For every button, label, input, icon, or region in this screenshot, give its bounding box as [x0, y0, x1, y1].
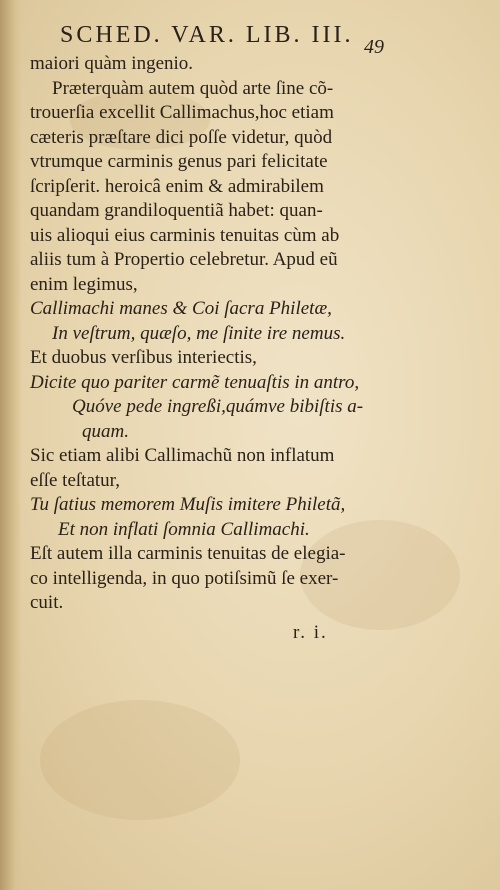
text-line: cæteris præſtare dici poſſe videtur, quòd — [30, 126, 333, 148]
text-line: ſcripſerit. heroicâ enim & admirabilem — [30, 175, 324, 197]
signature-mark: r. i. — [293, 622, 328, 643]
text-block — [30, 52, 380, 616]
text-line: co intelligenda, in quo potiſsimũ ſe exer- — [30, 567, 339, 589]
text-line: enim legimus, — [30, 273, 138, 295]
verse-line: Quóve pede ingreßi,quámve bibiſtis a- — [72, 396, 364, 417]
verse-line: Et non inflati ſomnia Callimachi. — [58, 518, 310, 540]
verse-line: quam. — [82, 420, 129, 442]
text-line: eſſe teſtatur, — [30, 469, 120, 491]
verse-line: In veſtrum, quæſo, me ſinite ire nemus. — [52, 322, 346, 344]
text-line: Et duobus verſibus interiectis, — [30, 347, 257, 368]
text-line: trouerſia excellit Callimachus,hoc etiam — [30, 102, 334, 123]
verse-line: Dicite quo pariter carmẽ tenuaſtis in antro, — [30, 371, 360, 393]
verse-line: Tu ſatius memorem Muſis imitere Philetã, — [30, 494, 346, 515]
text-line: uis alioqui eius carminis tenuitas cùm ab — [30, 224, 340, 246]
text-line: maiori quàm ingenio. — [30, 53, 194, 74]
page-number: 49 — [364, 36, 384, 58]
verse-line: Callimachi manes & Coi ſacra Philetæ, — [30, 298, 332, 319]
text-line: Eſt autem illa carminis tenuitas de elegia- — [30, 543, 346, 564]
paper-stain — [40, 700, 240, 820]
text-line: aliis tum à Propertio celebretur. Apud eũ — [30, 249, 338, 270]
text-line: vtrumque carminis genus pari felicitate — [30, 151, 328, 172]
running-title: SCHED. VAR. LIB. III. — [60, 22, 354, 48]
text-line: cuit. — [30, 592, 64, 613]
text-line: Sic etiam alibi Callimachũ non inflatum — [30, 445, 335, 466]
binding-gutter — [0, 0, 22, 890]
text-line: Præterquàm autem quòd arte ſine cõ- — [52, 77, 334, 99]
text-line: quandam grandiloquentiã habet: quan- — [30, 200, 323, 221]
